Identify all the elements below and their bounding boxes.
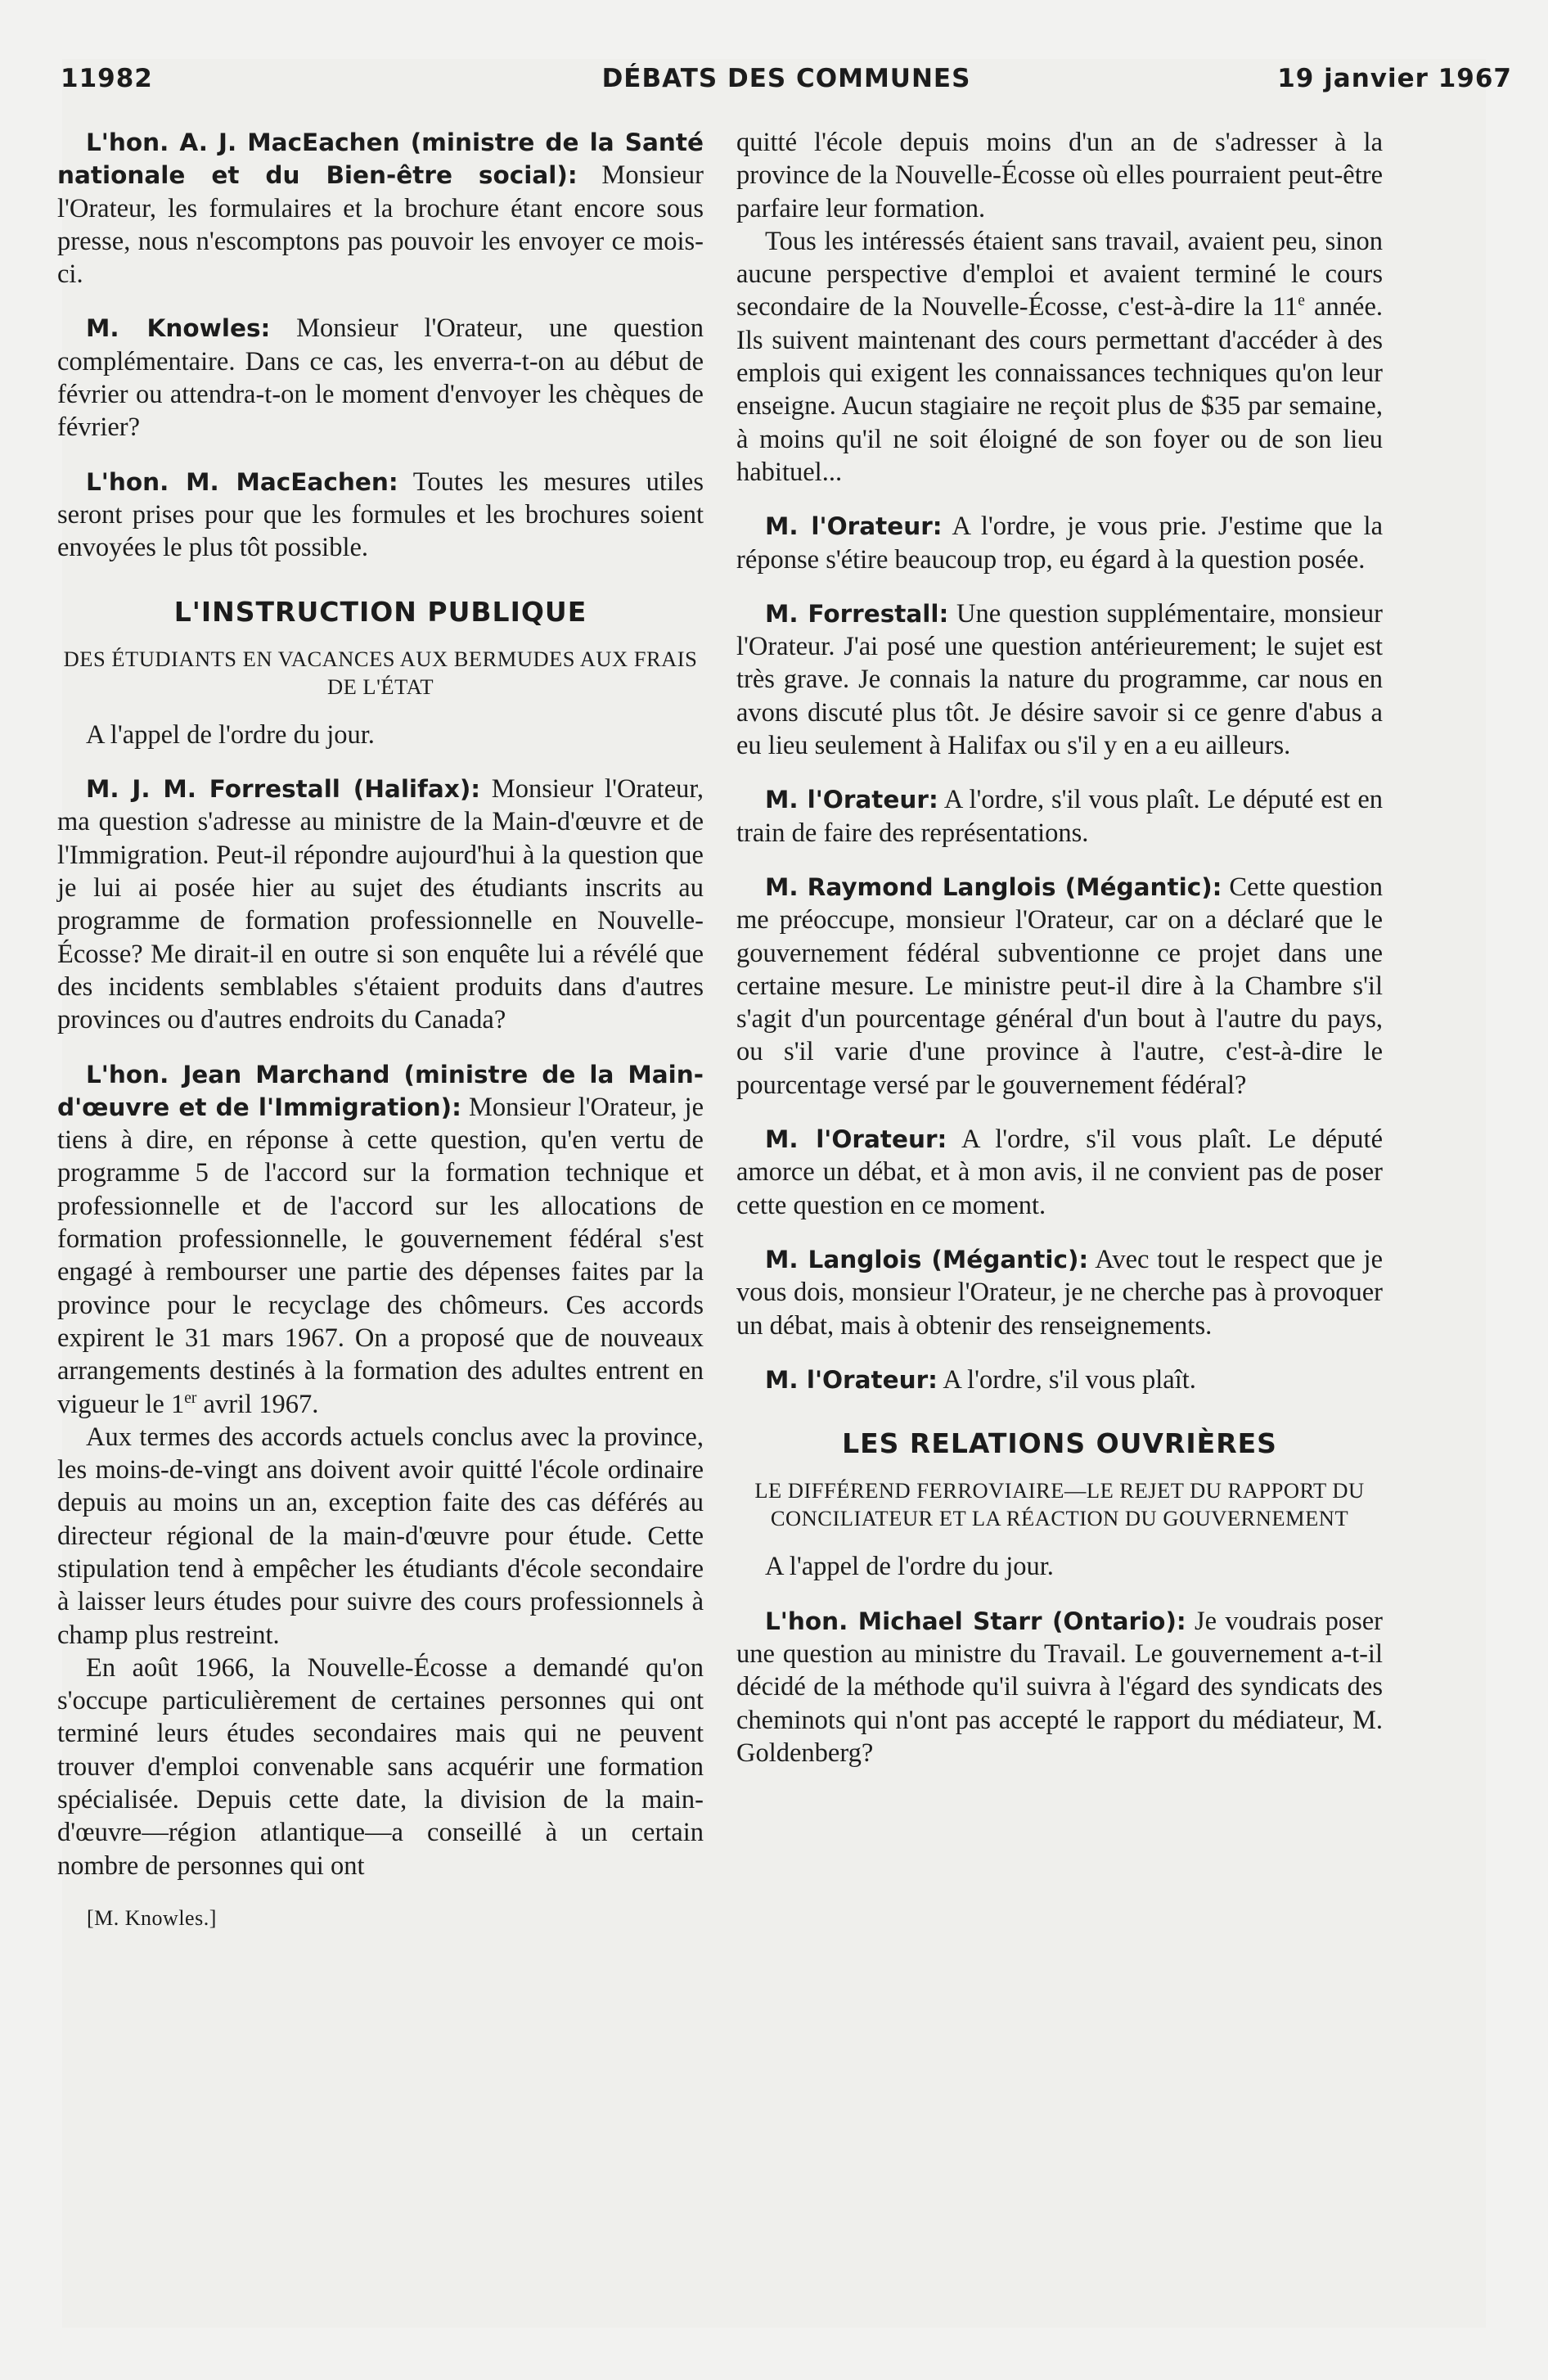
section-title: LES RELATIONS OUVRIÈRES [842, 1427, 1277, 1460]
speaker-name: M. Langlois (Mégantic): [765, 1245, 1089, 1273]
superscript: e [1298, 292, 1305, 310]
paragraph [736, 871, 1383, 1102]
speaker-name: L'hon. A. J. MacEachen (ministre de la Santé nationale et du Bien-être social): [57, 128, 704, 190]
paragraph [736, 597, 1383, 762]
speech-text: Cette question me préoccupe, monsieur l'Orateur, car on a déclaré que le gouvernement fédéral subventionne ce projet dans une certaine mesure. Le ministre peut-il dire à la Chambre s'il s'agit d'un pourcentage général d'un bout à l'autre du pays, ou s'il varie d'une province à l'autre, c'est-à-dire le pourcentage versé par le gouvernement fédéral? [736, 872, 1384, 1100]
paragraph: Aux termes des accords actuels conclus avec la province, les moins-de-vingt ans doivent avoir quitté l'école ordinaire depuis au moins un an, exception faite des cas déférés au directeur régional de la main-d'œuvre pour étude. Cette stipulation tend à empêcher les étudiants d'école secondaire à laisser leurs études pour suivre des cours professionnels à champ plus restreint. [57, 1422, 704, 1650]
section-subtitle: LE DIFFÉREND FERROVIAIRE—LE REJET DU RAPPORT DU CONCILIATEUR ET LA RÉACTION DU GOUVERNEMENT [754, 1478, 1365, 1531]
section-subtitle: DES ÉTUDIANTS EN VACANCES AUX BERMUDES AUX FRAIS DE L'ÉTAT [63, 646, 698, 699]
speech-text: Avec tout le respect que je vous dois, monsieur l'Orateur, je ne cherche pas à provoquer un débat, mais à obtenir des renseignements. [736, 1244, 1383, 1341]
paragraph [736, 225, 1383, 489]
paragraph [57, 773, 704, 1036]
right-column [736, 126, 1383, 1769]
speech-text: année. Ils suivent maintenant des cours permettant d'accéder à des emplois qui exigent les connaissances techniques qu'on leur enseigne. Aucun stagiaire ne reçoit plus de $35 par semaine, à moins qu'il ne soit éloigné de son foyer ou de son lieu habituel... [736, 292, 1383, 487]
speaker-name: M. Raymond Langlois (Mégantic): [765, 872, 1222, 901]
section-title: L'INSTRUCTION PUBLIQUE [173, 595, 587, 628]
paragraph: A l'appel de l'ordre du jour. [86, 719, 375, 750]
speaker-name: L'hon. Jean Marchand (ministre de la Main-d'œuvre et de l'Immigration): [57, 1060, 704, 1121]
speech-text: A l'ordre, s'il vous plaît. [943, 1364, 1196, 1395]
publication-date: 19 janvier 1967 [1277, 64, 1512, 93]
speaker-name: M. Knowles: [86, 314, 271, 343]
speech-text: Monsieur l'Orateur, une question complémentaire. Dans ce cas, les enverra-t-on au début de février ou attendra-t-on le moment d'envoyer les chèques de février? [57, 313, 704, 443]
speech-text: A l'ordre, je vous prie. J'estime que la réponse s'étire beaucoup trop, eu égard à la question posée. [736, 512, 1384, 575]
speech-text: Monsieur l'Orateur, les formulaires et la brochure étant encore sous presse, nous n'escomptons pas pouvoir les envoyer ce mois-ci. [57, 160, 704, 290]
paragraph [736, 1123, 1383, 1222]
publication-title: DÉBATS DES COMMUNES [601, 64, 971, 93]
speaker-name: M. J. M. Forrestall (Halifax): [86, 775, 481, 804]
page-number: 11982 [61, 64, 153, 93]
speaker-name: M. l'Orateur: [765, 1365, 938, 1394]
paragraph: quitté l'école depuis moins d'un an de s'adresser à la province de la Nouvelle-Écosse où elles pourraient peut-être parfaire leur formation. [736, 128, 1383, 223]
paragraph [57, 312, 704, 444]
speech-text: Une question supplémentaire, monsieur l'Orateur. J'ai posé une question antérieurement; le sujet est très grave. Je connais la nature du programme, car nous en avons discuté plus tôt. Je désire savoir si ce genre d'abus a eu lieu seulement à Halifax ou s'il y en a eu ailleurs. [736, 598, 1384, 761]
paragraph [57, 1058, 704, 1421]
speech-text: A l'ordre, s'il vous plaît. Le député est en train de faire des représentations. [736, 785, 1383, 848]
speaker-name: L'hon. Michael Starr (Ontario): [765, 1607, 1186, 1635]
footer-note: [M. Knowles.] [87, 1905, 217, 1930]
superscript: er [184, 1389, 197, 1407]
speaker-name: L'hon. M. MacEachen: [86, 467, 398, 496]
speaker-name: M. l'Orateur: [765, 512, 943, 541]
paragraph: En août 1966, la Nouvelle-Écosse a demandé qu'on s'occupe particulièrement de certaines personnes qui ont terminé leurs études secondaires mais qui ne peuvent trouver d'emploi convenable sans acquérir une formation spécialisée. Depuis cette date, la division de la main-d'œuvre—région atlantique—a conseillé à un certain nombre de personnes qui ont [57, 1652, 704, 1881]
paragraph [736, 783, 1383, 850]
paragraph [736, 1243, 1383, 1342]
speech-text: Je voudrais poser une question au ministre du Travail. Le gouvernement a-t-il décidé de la méthode qu'il suivra à l'égard des syndicats des cheminots qui n'ont pas accepté le rapport du médiateur, M. Goldenberg? [736, 1606, 1384, 1768]
paragraph [736, 1364, 1383, 1396]
speech-text: avril 1967. [196, 1389, 319, 1419]
speaker-name: M. l'Orateur: [765, 1125, 947, 1154]
page-header [61, 64, 1512, 105]
paragraph [57, 126, 704, 291]
paragraph [57, 466, 704, 565]
paragraph [736, 510, 1383, 576]
speaker-name: M. Forrestall: [765, 599, 949, 628]
speech-text: Monsieur l'Orateur, ma question s'adresse au ministre de la Main-d'œuvre et de l'Immigration. Peut-il répondre aujourd'hui à la question que je lui ai posée hier au sujet des étudiants inscrits au programme de formation professionnelle en Nouvelle-Écosse? Me dirait-il en outre si son enquête lui a révélé que des incidents semblables s'étaient produits dans d'autres provinces ou d'autres endroits du Canada? [57, 774, 704, 1035]
speech-text: Tous les intéressés étaient sans travail, avaient peu, sinon aucune perspective d'emploi et avaient terminé le cours secondaire de la Nouvelle-Écosse, c'est-à-dire la 11 [736, 226, 1383, 322]
speech-text: Toutes les mesures utiles seront prises pour que les formules et les brochures soient envoyées le plus tôt possible. [57, 467, 704, 563]
paragraph [736, 1605, 1383, 1769]
speaker-name: M. l'Orateur: [765, 786, 938, 814]
speech-text: A l'ordre, s'il vous plaît. Le député amorce un débat, et à mon avis, il ne convient pas de poser cette question en ce moment. [736, 1125, 1384, 1220]
speech-text: Monsieur l'Orateur, je tiens à dire, en réponse à cette question, qu'en vertu de programme 5 de l'accord sur la formation technique et professionnelle et de l'accord sur les allocations de formation professionnelle, le gouvernement fédéral s'est engagé à rembourser une partie des dépenses faites par la province pour le recyclage des chômeurs. Ces accords expirent le 31 mars 1967. On a proposé que de nouveaux arrangements destinés à la formation des adultes entrent en vigueur le 1 [57, 1092, 704, 1419]
paragraph: A l'appel de l'ordre du jour. [765, 1552, 1054, 1582]
left-column [57, 126, 704, 1935]
